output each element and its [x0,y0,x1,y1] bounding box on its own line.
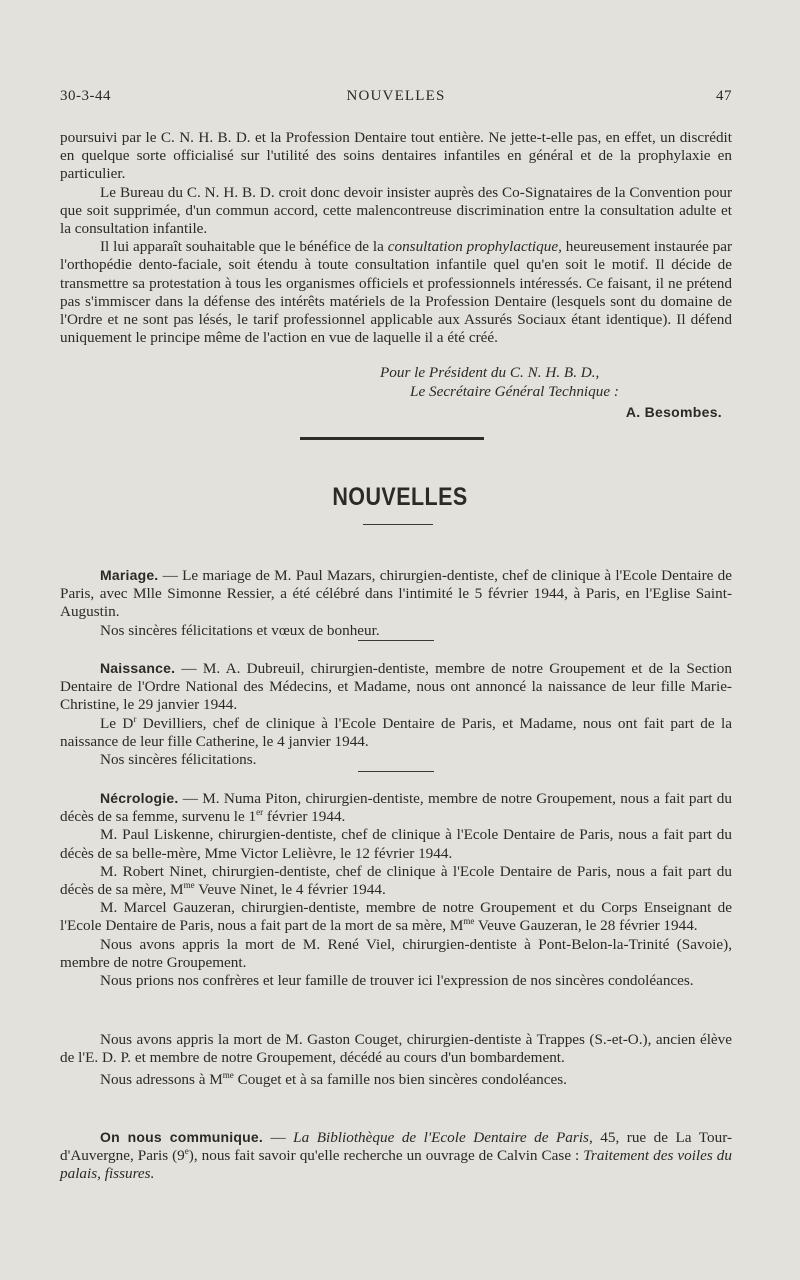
paragraph: Nous prions nos confrères et leur famille de trouver ici l'expression de nos sincères condoléances. [100,972,694,990]
paragraph: Nous adressons à $M^{me}$ Couget et à sa famille nos bien sincères condoléances. [100,1070,567,1089]
notice-label: Nécrologie. [100,790,179,806]
paragraph: Le Bureau du C. N. H. B. D. croit donc devoir insister auprès des Co-Signataires de la Convention pour que soit supprimée, d'un commun accord, cette malencontreuse discrimination entre la consultation adulte et la consultation infantile. [60,183,732,238]
paragraph: On nous communique. — La Bibliothèque de l'Ecole Dentaire de Paris, 45, rue de La Tour-d'Auvergne, Paris (9e), nous fait savoir qu'elle recherche un ouvrage de Calvin Case : Traitement des voiles du palais, fissures. [60,1129,733,1183]
paragraph: Naissance. — M. A. Dubreuil, chirurgien-dentiste, membre de notre Groupement et de la Section Dentaire de l'Ordre National des Médecins, et Madame, nous ont annoncé la naissance de leur fille Marie-Christine, le 29 janvier 1944. [60,660,732,714]
running-head [60,88,732,108]
signature-line: Le Secrétaire Général Technique : [410,383,619,400]
paragraph: Nous avons appris la mort de M. René Viel, chirurgien-dentiste à Pont-Belon-la-Trinité (Savoie), membre de notre Groupement. [60,935,732,971]
paragraph: Nous avons appris la mort de M. Gaston Couget, chirurgien-dentiste à Trappes (S.-et-O.), ancien élève de l'E. D. P. et membre de notre Groupement, décédé au cours d'un bombardement. [60,1031,732,1067]
paragraph: poursuivi par le C. N. H. B. D. et la Profession Dentaire tout entière. Ne jette-t-elle pas, en effet, un discrédit en quelque sorte officialisé sur l'utilité des soins dentaires infantiles en général et de la prophylaxie en particulier. [60,129,732,183]
paragraph: M. Marcel Gauzeran, chirurgien-dentiste, membre de notre Groupement et du Corps Enseignant de l'Ecole Dentaire de Paris, nous a fait part de la mort de sa mère, $M^{me}$ Veuve Gauzeran, le 28 février 1944. [60,899,732,935]
notice-label: On nous communique. [100,1129,263,1145]
paragraph: Nécrologie. — M. Numa Piton, chirurgien-dentiste, membre de notre Groupement, nous a fait part du décès de sa femme, survenu le 1er février 1944. [60,790,732,826]
section-title: NOUVELLES [332,483,468,511]
notice-necrologie [60,789,732,990]
letter-continuation [60,129,732,347]
paragraph: Il lui apparaît souhaitable que le bénéfice de la consultation prophylactique, heureusement instaurée par l'orthopédie dento-faciale, soit étendu à toute consultation infantile quel qu'en soit le motif. Il décide de transmettre sa protestation à tous les organismes officiels et professionnels intéressés. Ce faisant, il ne prétend pas s'immiscer dans la défense des intérêts matériels de la Profession Dentaire (lesquels sont du domaine de l'Ordre et ne sont pas lésés, le tarif professionnel applicable aux Assurés Sociaux étant identique). Il défend uniquement le principe même de l'action en vue de laquelle il a été créé. [60,238,732,347]
paragraph: M. Robert Ninet, chirurgien-dentiste, chef de clinique à l'Ecole Dentaire de Paris, nous a fait part du décès de sa mère, $M^{me}$ Veuve Ninet, le 4 février 1944. [60,862,732,899]
signature-line: Pour le Président du C. N. H. B. D., [380,364,600,381]
notice-divider [358,640,434,641]
paragraph: Mariage. — Le mariage de M. Paul Mazars, chirurgien-dentiste, chef de clinique à l'Ecole Dentaire de Paris, avec Mlle Simonne Ressier, a été célébré dans l'intimité le 5 février 1944, à Paris, en l'Eglise Saint-Augustin. [60,567,732,621]
header-date: 30-3-44 [60,88,111,104]
signatory-name: A. Besombes. [625,404,722,420]
notice-divider [358,771,434,772]
section-divider [300,437,484,440]
paragraph: Nos sincères félicitations et vœux de bonheur. [100,621,380,639]
page-number: 47 [716,88,732,104]
paragraph: Nos sincères félicitations. [100,751,257,769]
title-underline [363,524,433,525]
paragraph: Le $D^r$ Devilliers, chef de clinique à l'Ecole Dentaire de Paris, et Madame, nous ont fait part de la naissance de leur fille Catherine, le 4 janvier 1944. [60,713,732,750]
notice-label: Mariage. [100,567,159,583]
paragraph: M. Paul Liskenne, chirurgien-dentiste, chef de clinique à l'Ecole Dentaire de Paris, nous a fait part du décès de sa belle-mère, Mme Victor Lelièvre, le 12 février 1944. [60,826,732,862]
notice-mariage [60,566,732,640]
header-title: NOUVELLES [346,88,446,104]
notice-naissance [60,659,732,769]
notice-couget [60,1031,732,1090]
notice-label: Naissance. [100,660,176,676]
notice-communique [60,1128,732,1184]
